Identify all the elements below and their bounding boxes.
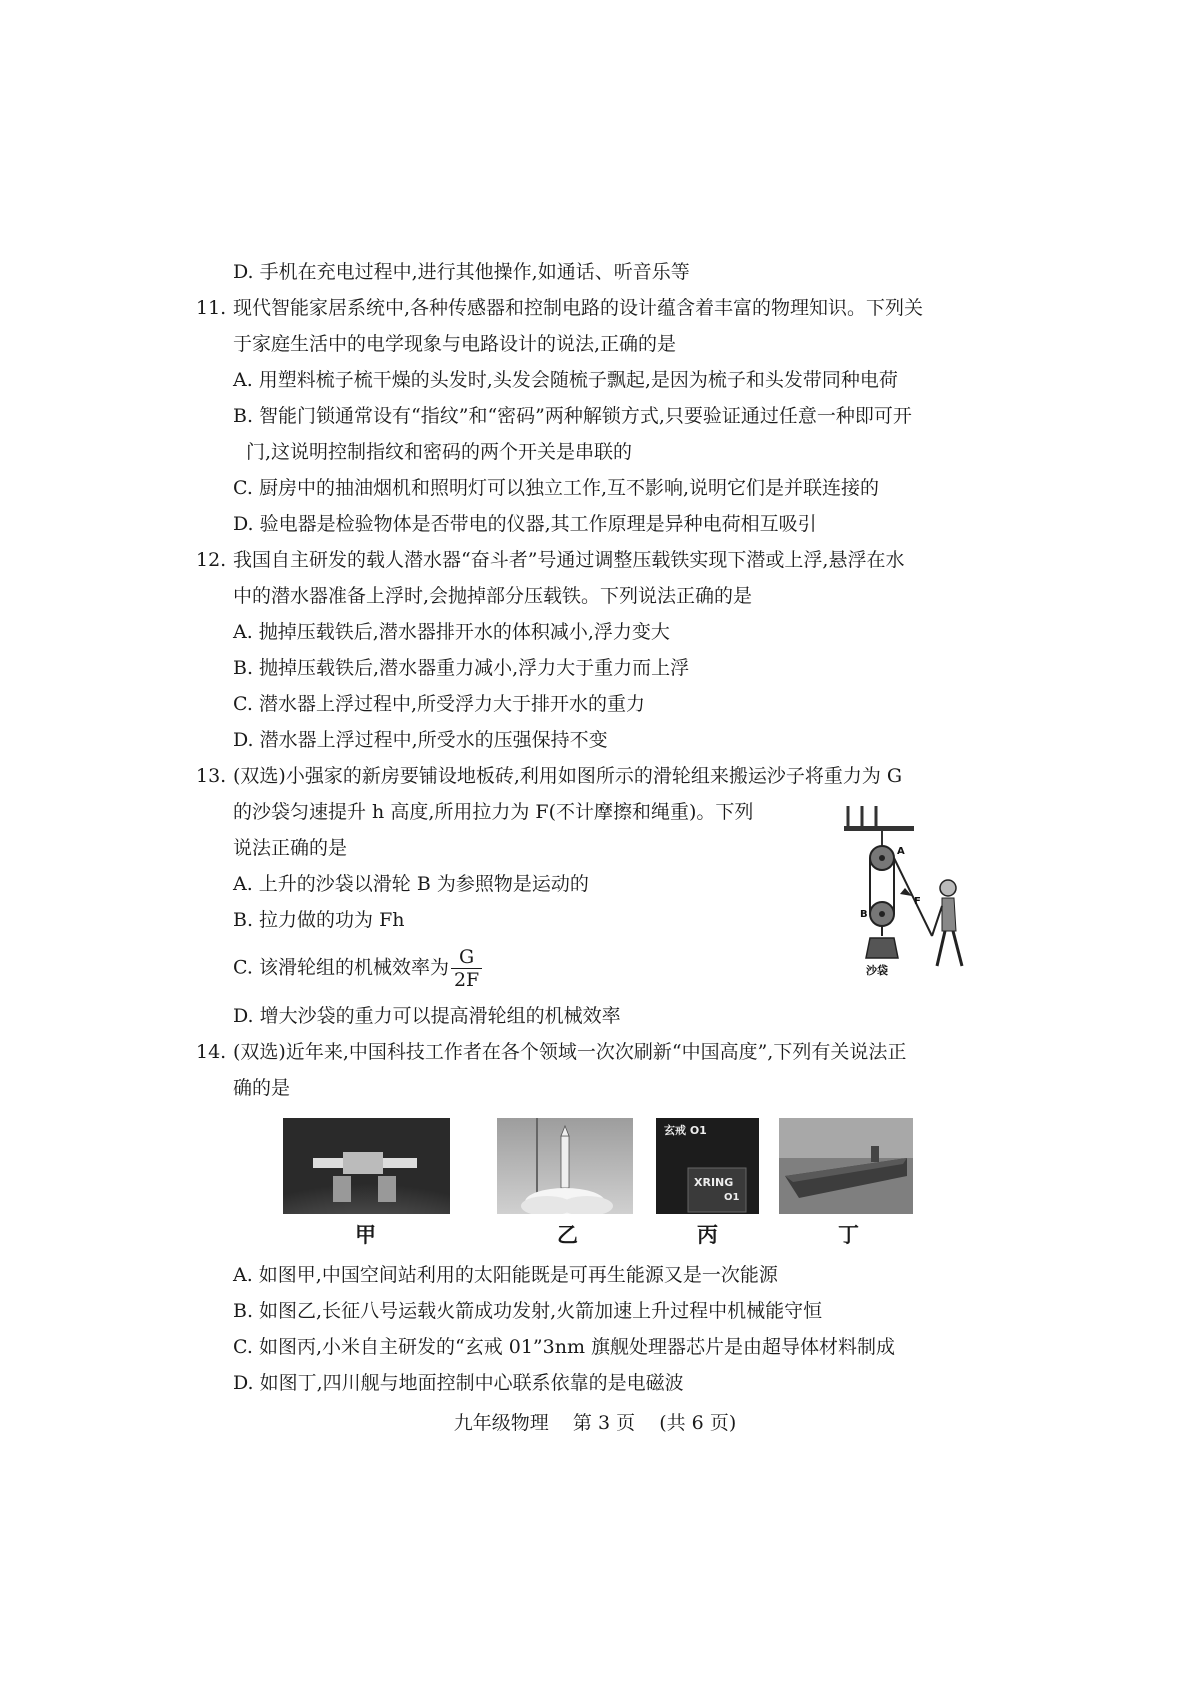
label-a: A: [897, 846, 905, 857]
photo-caption-ding: 丁: [838, 1223, 859, 1247]
q13-option-b: B. 拉力做的功为 Fh: [233, 909, 405, 931]
q12-option-c: C. 潜水器上浮过程中,所受浮力大于排开水的重力: [233, 693, 645, 715]
q12-stem-line1: 我国自主研发的载人潜水器“奋斗者”号通过调整压载铁实现下潜或上浮,悬浮在水: [233, 549, 905, 571]
q11-stem-line1: 现代智能家居系统中,各种传感器和控制电路的设计蕴含着丰富的物理知识。下列关: [233, 297, 924, 319]
q12-option-b: B. 抛掉压载铁后,潜水器重力减小,浮力大于重力而上浮: [233, 657, 690, 679]
q13-stem-line2: 的沙袋匀速提升 h 高度,所用拉力为 F(不计摩擦和绳重)。下列: [233, 801, 754, 823]
q11-option-b-line1: B. 智能门锁通常设有“指纹”和“密码”两种解锁方式,只要验证通过任意一种即可开: [233, 405, 912, 427]
q14-stem-line1: (双选)近年来,中国科技工作者在各个领域一次次刷新“中国高度”,下列有关说法正: [233, 1041, 907, 1063]
q12-option-d: D. 潜水器上浮过程中,所受水的压强保持不变: [233, 729, 608, 751]
chip-brand: XRING: [694, 1176, 734, 1189]
q11-option-d: D. 验电器是检验物体是否带电的仪器,其工作原理是异种电荷相互吸引: [233, 513, 817, 535]
photo-warship: [779, 1118, 913, 1214]
q14-option-b: B. 如图乙,长征八号运载火箭成功发射,火箭加速上升过程中机械能守恒: [233, 1300, 823, 1322]
q13-stem-line3: 说法正确的是: [233, 837, 348, 859]
prev-question-option-d: D. 手机在充电过程中,进行其他操作,如通话、听音乐等: [233, 261, 690, 283]
ceiling-beam: [844, 826, 914, 831]
person-icon: [940, 880, 956, 896]
q13-option-c: [233, 946, 482, 991]
fraction-numerator: G: [451, 946, 482, 969]
label-sandbag: 沙袋: [866, 964, 888, 976]
pull-rope: [894, 858, 932, 936]
q13-option-a: A. 上升的沙袋以滑轮 B 为参照物是运动的: [233, 873, 589, 895]
q12-stem-line2: 中的潜水器准备上浮时,会抛掉部分压载铁。下列说法正确的是: [233, 585, 753, 607]
q14-option-d: D. 如图丁,四川舰与地面控制中心联系依靠的是电磁波: [233, 1372, 684, 1394]
chip-title: 玄戒 O1: [664, 1124, 707, 1137]
page-footer: 九年级物理 第 3 页 (共 6 页): [453, 1412, 737, 1434]
q14-number: 14.: [196, 1041, 227, 1063]
q11-option-b-line2: 门,这说明控制指纹和密码的两个开关是串联的: [246, 441, 633, 463]
q11-option-a: A. 用塑料梳子梳干燥的头发时,头发会随梳子飘起,是因为梳子和头发带同种电荷: [233, 369, 898, 391]
q13-option-d: D. 增大沙袋的重力可以提高滑轮组的机械效率: [233, 1005, 621, 1027]
fraction-denominator: 2F: [453, 969, 480, 991]
q11-stem-line2: 于家庭生活中的电学现象与电路设计的说法,正确的是: [233, 333, 677, 355]
q14-option-c: C. 如图丙,小米自主研发的“玄戒 01”3nm 旗舰处理器芯片是由超导体材料制成: [233, 1336, 896, 1358]
q13-stem-line1: (双选)小强家的新房要铺设地板砖,利用如图所示的滑轮组来搬运沙子将重力为 G: [233, 765, 903, 787]
label-f: F: [914, 896, 921, 907]
photo-chip: [656, 1118, 759, 1214]
efficiency-fraction: [451, 946, 482, 991]
q14-stem-line2: 确的是: [233, 1077, 291, 1099]
q13-option-c-text: C. 该滑轮组的机械效率为: [233, 956, 449, 979]
photo-caption-yi: 乙: [557, 1223, 578, 1247]
q13-number: 13.: [196, 765, 227, 787]
photo-space-station: [283, 1118, 450, 1214]
pulley-figure: [842, 796, 982, 976]
q11-option-c: C. 厨房中的抽油烟机和照明灯可以独立工作,互不影响,说明它们是并联连接的: [233, 477, 880, 499]
photo-caption-bing: 丙: [697, 1223, 718, 1247]
chip-model: O1: [724, 1192, 740, 1203]
q12-option-a: A. 抛掉压载铁后,潜水器排开水的体积减小,浮力变大: [233, 621, 670, 643]
label-b: B: [860, 909, 868, 920]
photo-rocket-launch: [497, 1118, 633, 1214]
photo-caption-jia: 甲: [355, 1223, 376, 1247]
sandbag-icon: [866, 938, 898, 958]
q14-option-a: A. 如图甲,中国空间站利用的太阳能既是可再生能源又是一次能源: [233, 1264, 778, 1286]
q12-number: 12.: [196, 549, 227, 571]
q11-number: 11.: [196, 297, 227, 319]
